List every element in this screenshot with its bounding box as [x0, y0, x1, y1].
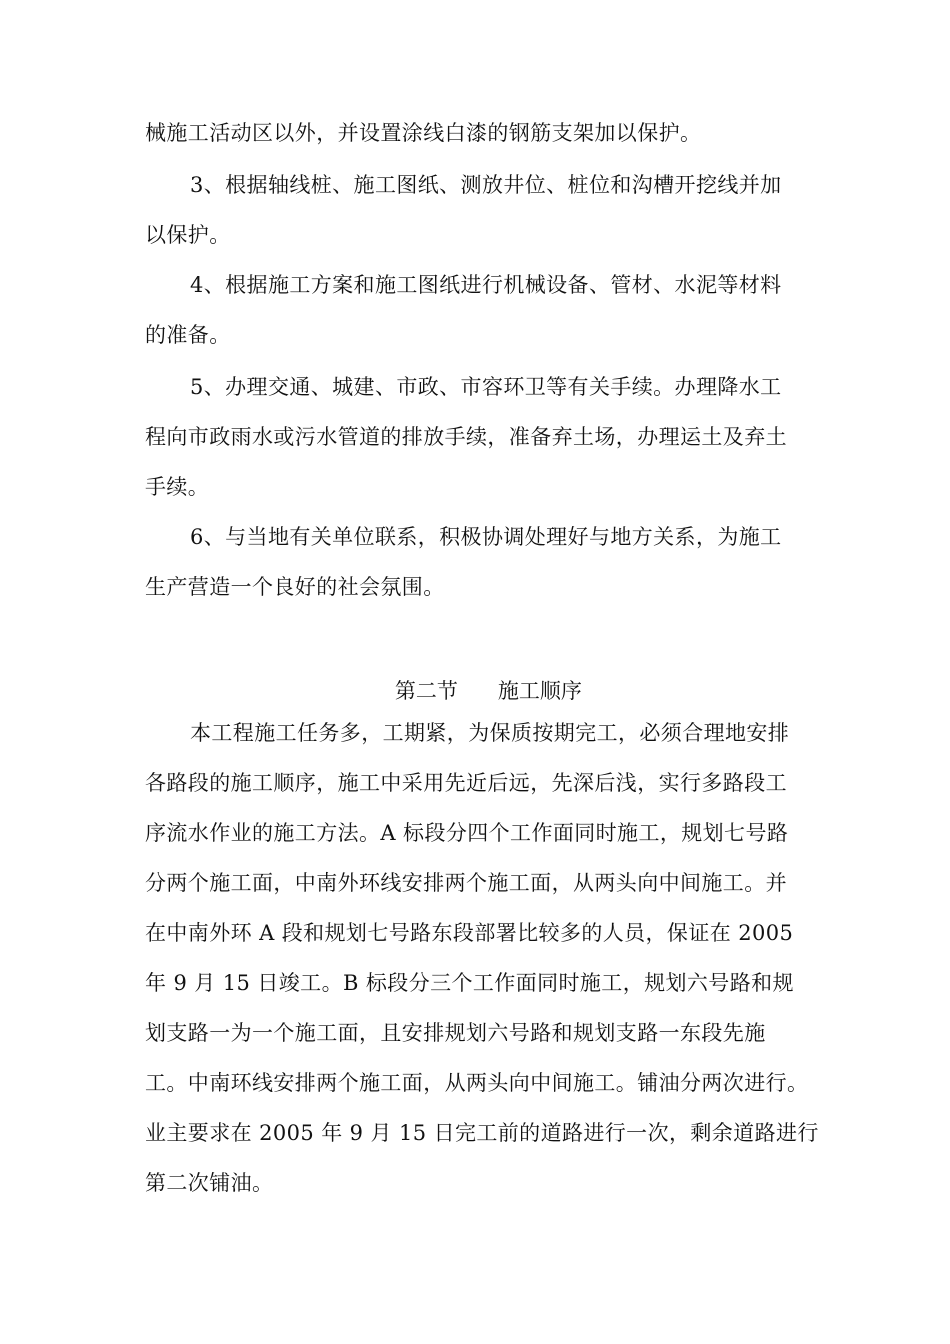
- paragraph-5-line-1: 5、办理交通、城建、市政、市容环卫等有关手续。办理降水工: [190, 375, 782, 399]
- paragraph-6-line-1: 6、与当地有关单位联系，积极协调处理好与地方关系，为施工: [190, 525, 782, 549]
- paragraph-4-line-2: 的准备。: [145, 323, 231, 347]
- paragraph-5-line-2: 程向市政雨水或污水管道的排放手续，准备弃土场，办理运土及弃土: [145, 425, 787, 449]
- body-line-5: 在中南外环 A 段和规划七号路东段部署比较多的人员，保证在 2005: [145, 921, 794, 945]
- paragraph-3-line-2: 以保护。: [145, 223, 231, 247]
- body-line-7: 划支路一为一个施工面，且安排规划六号路和规划支路一东段先施: [145, 1021, 766, 1045]
- body-line-10: 第二次铺油。: [145, 1171, 274, 1195]
- paragraph-5-line-3: 手续。: [145, 475, 210, 499]
- section-title: 施工顺序: [497, 679, 582, 703]
- paragraph-3-line-1: 3、根据轴线桩、施工图纸、测放井位、桩位和沟槽开挖线并加: [190, 173, 782, 197]
- paragraph-6-line-2: 生产营造一个良好的社会氛围。: [145, 575, 445, 599]
- body-line-4: 分两个施工面，中南外环线安排两个施工面，从两头向中间施工。并: [145, 871, 787, 895]
- section-number: 第二节: [394, 679, 458, 703]
- body-line-8: 工。中南环线安排两个施工面，从两头向中间施工。铺油分两次进行。: [145, 1071, 809, 1095]
- body-line-9: 业主要求在 2005 年 9 月 15 日完工前的道路进行一次，剩余道路进行: [145, 1121, 819, 1145]
- body-line-2: 各路段的施工顺序，施工中采用先近后远，先深后浅，实行多路段工: [145, 771, 787, 795]
- body-line-3: 序流水作业的施工方法。A 标段分四个工作面同时施工，规划七号路: [145, 821, 789, 845]
- body-line-6: 年 9 月 15 日竣工。B 标段分三个工作面同时施工，规划六号路和规: [145, 971, 794, 995]
- paragraph-4-line-1: 4、根据施工方案和施工图纸进行机械设备、管材、水泥等材料: [190, 273, 782, 297]
- paragraph-1-line-1: 械施工活动区以外，并设置涂线白漆的钢筋支架加以保护。: [145, 121, 702, 145]
- body-line-1: 本工程施工任务多，工期紧，为保质按期完工，必须合理地安排: [190, 721, 790, 745]
